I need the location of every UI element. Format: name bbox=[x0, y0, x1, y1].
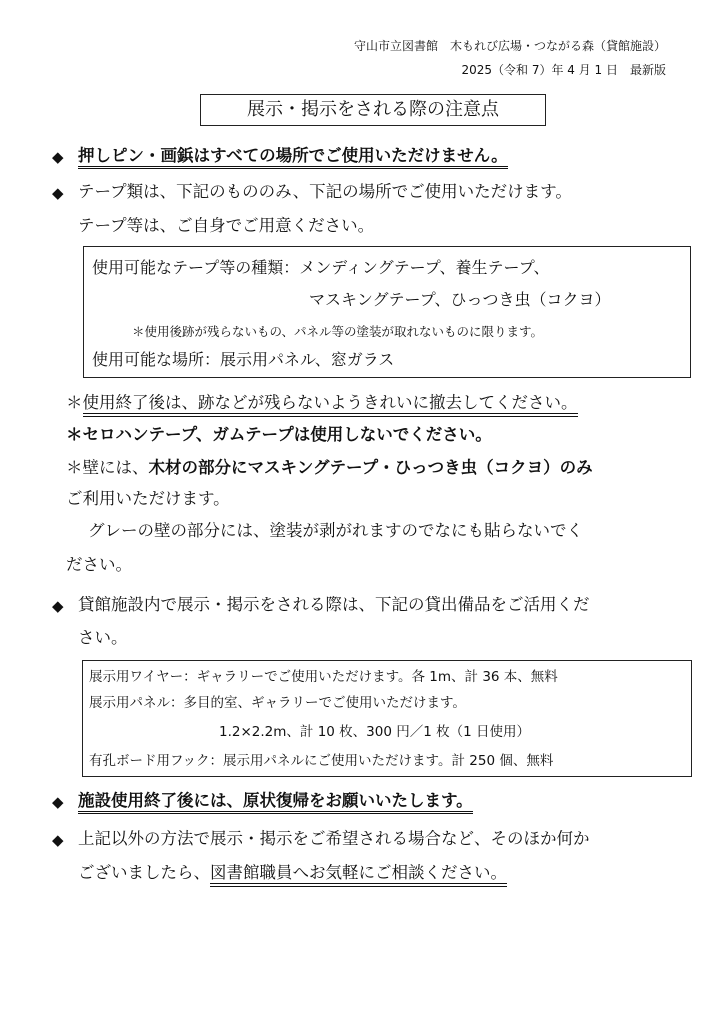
asterisk: ＊ bbox=[66, 393, 83, 412]
diamond-bullet-icon: ◆ bbox=[52, 597, 64, 615]
diamond-bullet-icon: ◆ bbox=[52, 148, 64, 166]
equipment-info-box bbox=[82, 660, 692, 777]
header-organization: 守山市立図書館 木もれび広場・つながる森（貸館施設） bbox=[353, 39, 666, 53]
equipment-hook: 有孔ボード用フック：展示用パネルにご使用いただけます。計 250 個、無料 bbox=[89, 753, 554, 769]
equipment-line2: さい。 bbox=[78, 628, 128, 647]
restoration-request-text: 施設使用終了後には、原状復帰をお願いいたします。 bbox=[78, 791, 473, 814]
tape-info-box bbox=[83, 246, 691, 378]
gray-wall-note-line2: ださい。 bbox=[66, 555, 132, 574]
contact-prefix: ございましたら、 bbox=[78, 863, 210, 882]
wall-note-line2: ご利用いただけます。 bbox=[66, 489, 230, 508]
tape-types-continued: マスキングテープ、ひっつき虫（コクヨ） bbox=[309, 290, 611, 309]
tape-types: 使用可能なテープ等の種類：メンディングテープ、養生テープ、 bbox=[92, 258, 550, 277]
contact-staff-text: 図書館職員へお気軽にご相談ください。 bbox=[210, 863, 507, 887]
header-date: 2025（令和 7）年 4 月 1 日 最新版 bbox=[461, 63, 666, 77]
gray-wall-note-line1: グレーの壁の部分には、塗装が剥がれますのでなにも貼らないでく bbox=[88, 521, 583, 540]
equipment-line1: 貸館施設内で展示・掲示をされる際は、下記の貸出備品をご活用くだ bbox=[78, 595, 590, 614]
page-title: 展示・掲示をされる際の注意点 bbox=[200, 94, 546, 126]
pushpin-prohibition bbox=[78, 145, 508, 167]
contact-line1: 上記以外の方法で展示・掲示をご希望される場合など、そのほか何か bbox=[78, 829, 590, 848]
wall-note-bold: 木材の部分にマスキングテープ・ひっつき虫（コクヨ）のみ bbox=[148, 458, 593, 477]
wall-note-line1 bbox=[66, 457, 593, 479]
diamond-bullet-icon: ◆ bbox=[52, 184, 64, 202]
cellophane-tape-note: ＊セロハンテープ、ガムテープは使用しないでください。 bbox=[66, 425, 492, 444]
pushpin-prohibition-text: 押しピン・画鋲はすべての場所でご使用いただけません。 bbox=[78, 146, 508, 169]
removal-note bbox=[66, 392, 578, 414]
equipment-panel-detail: 1.2×2.2m、計 10 枚、300 円／1 枚（1 日使用） bbox=[219, 724, 530, 740]
removal-note-text: 使用終了後は、跡などが残らないようきれいに撤去してください。 bbox=[83, 393, 578, 417]
wall-note-prefix: ＊壁には、 bbox=[66, 458, 149, 477]
contact-line2 bbox=[78, 862, 507, 884]
diamond-bullet-icon: ◆ bbox=[52, 831, 64, 849]
equipment-panel: 展示用パネル：多目的室、ギャラリーでご使用いただけます。 bbox=[89, 695, 466, 711]
restoration-request bbox=[78, 790, 473, 812]
diamond-bullet-icon: ◆ bbox=[52, 793, 64, 811]
tape-usage-line2: テープ等は、ご自身でご用意ください。 bbox=[78, 216, 375, 235]
tape-note: ＊使用後跡が残らないもの、パネル等の塗装が取れないものに限ります。 bbox=[132, 324, 544, 339]
tape-usage-line1: テープ類は、下記のもののみ、下記の場所でご使用いただけます。 bbox=[78, 182, 572, 201]
equipment-wire: 展示用ワイヤー：ギャラリーでご使用いただけます。各 1m、計 36 本、無料 bbox=[89, 669, 558, 685]
tape-places: 使用可能な場所：展示用パネル、窓ガラス bbox=[92, 350, 395, 369]
